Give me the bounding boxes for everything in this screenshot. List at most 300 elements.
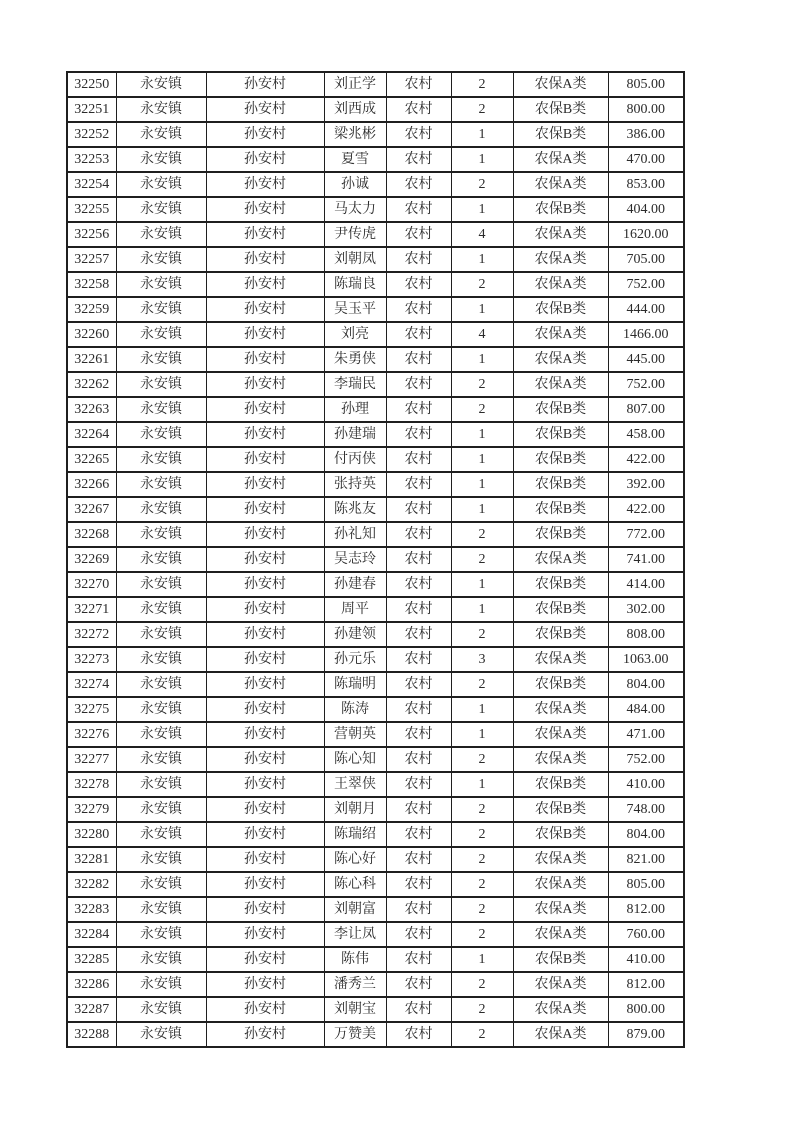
household-count-cell: 1 [451,297,513,322]
residence-type-cell: 农村 [386,772,451,797]
household-count-cell: 1 [451,122,513,147]
table-row [67,447,684,472]
residence-type-cell: 农村 [386,622,451,647]
residence-type-cell: 农村 [386,747,451,772]
village-cell: 孙安村 [206,222,324,247]
household-count-cell: 2 [451,622,513,647]
amount-cell: 392.00 [608,472,684,497]
serial-number-cell: 32288 [67,1022,116,1047]
town-cell: 永安镇 [116,622,206,647]
table-row [67,147,684,172]
insurance-category-cell: 农保B类 [513,122,608,147]
serial-number-cell: 32269 [67,547,116,572]
residence-type-cell: 农村 [386,322,451,347]
residence-type-cell: 农村 [386,347,451,372]
insurance-category-cell: 农保B类 [513,97,608,122]
village-cell: 孙安村 [206,722,324,747]
household-count-cell: 4 [451,222,513,247]
household-count-cell: 2 [451,547,513,572]
household-count-cell: 2 [451,822,513,847]
residence-type-cell: 农村 [386,222,451,247]
residence-type-cell: 农村 [386,697,451,722]
village-cell: 孙安村 [206,372,324,397]
household-count-cell: 2 [451,72,513,97]
household-count-cell: 1 [451,947,513,972]
residence-type-cell: 农村 [386,572,451,597]
residence-type-cell: 农村 [386,672,451,697]
town-cell: 永安镇 [116,172,206,197]
table-row [67,722,684,747]
person-name-cell: 王翠侠 [324,772,386,797]
amount-cell: 422.00 [608,497,684,522]
amount-cell: 804.00 [608,672,684,697]
household-count-cell: 1 [451,497,513,522]
insurance-category-cell: 农保A类 [513,247,608,272]
insurance-category-cell: 农保A类 [513,647,608,672]
town-cell: 永安镇 [116,972,206,997]
serial-number-cell: 32255 [67,197,116,222]
household-count-cell: 2 [451,972,513,997]
amount-cell: 821.00 [608,847,684,872]
household-count-cell: 4 [451,322,513,347]
benefit-table-body [67,72,684,1047]
household-count-cell: 1 [451,197,513,222]
insurance-category-cell: 农保A类 [513,697,608,722]
table-row [67,522,684,547]
village-cell: 孙安村 [206,247,324,272]
household-count-cell: 2 [451,272,513,297]
serial-number-cell: 32268 [67,522,116,547]
serial-number-cell: 32277 [67,747,116,772]
person-name-cell: 夏雪 [324,147,386,172]
insurance-category-cell: 农保B类 [513,472,608,497]
village-cell: 孙安村 [206,847,324,872]
person-name-cell: 孙礼知 [324,522,386,547]
town-cell: 永安镇 [116,947,206,972]
household-count-cell: 2 [451,397,513,422]
village-cell: 孙安村 [206,347,324,372]
serial-number-cell: 32279 [67,797,116,822]
serial-number-cell: 32283 [67,897,116,922]
insurance-category-cell: 农保A类 [513,972,608,997]
serial-number-cell: 32253 [67,147,116,172]
town-cell: 永安镇 [116,897,206,922]
table-row [67,672,684,697]
residence-type-cell: 农村 [386,297,451,322]
household-count-cell: 1 [451,472,513,497]
household-count-cell: 3 [451,647,513,672]
amount-cell: 458.00 [608,422,684,447]
village-cell: 孙安村 [206,122,324,147]
serial-number-cell: 32287 [67,997,116,1022]
town-cell: 永安镇 [116,397,206,422]
insurance-category-cell: 农保A类 [513,847,608,872]
benefit-table [66,71,685,1048]
village-cell: 孙安村 [206,697,324,722]
town-cell: 永安镇 [116,822,206,847]
serial-number-cell: 32275 [67,697,116,722]
serial-number-cell: 32258 [67,272,116,297]
person-name-cell: 吴志玲 [324,547,386,572]
village-cell: 孙安村 [206,472,324,497]
table-row [67,747,684,772]
serial-number-cell: 32284 [67,922,116,947]
insurance-category-cell: 农保A类 [513,147,608,172]
town-cell: 永安镇 [116,272,206,297]
household-count-cell: 2 [451,872,513,897]
person-name-cell: 潘秀兰 [324,972,386,997]
table-row [67,297,684,322]
insurance-category-cell: 农保B类 [513,772,608,797]
village-cell: 孙安村 [206,522,324,547]
town-cell: 永安镇 [116,572,206,597]
household-count-cell: 1 [451,247,513,272]
person-name-cell: 付丙侠 [324,447,386,472]
household-count-cell: 2 [451,997,513,1022]
table-row [67,872,684,897]
table-row [67,272,684,297]
village-cell: 孙安村 [206,572,324,597]
amount-cell: 386.00 [608,122,684,147]
amount-cell: 705.00 [608,247,684,272]
residence-type-cell: 农村 [386,197,451,222]
household-count-cell: 1 [451,447,513,472]
household-count-cell: 1 [451,147,513,172]
serial-number-cell: 32262 [67,372,116,397]
table-row [67,372,684,397]
residence-type-cell: 农村 [386,597,451,622]
residence-type-cell: 农村 [386,522,451,547]
amount-cell: 800.00 [608,97,684,122]
household-count-cell: 2 [451,1022,513,1047]
amount-cell: 302.00 [608,597,684,622]
serial-number-cell: 32286 [67,972,116,997]
table-row [67,497,684,522]
insurance-category-cell: 农保B类 [513,622,608,647]
town-cell: 永安镇 [116,697,206,722]
residence-type-cell: 农村 [386,72,451,97]
serial-number-cell: 32266 [67,472,116,497]
village-cell: 孙安村 [206,72,324,97]
insurance-category-cell: 农保B类 [513,672,608,697]
person-name-cell: 张持英 [324,472,386,497]
insurance-category-cell: 农保B类 [513,947,608,972]
village-cell: 孙安村 [206,647,324,672]
person-name-cell: 陈瑞绍 [324,822,386,847]
insurance-category-cell: 农保B类 [513,447,608,472]
household-count-cell: 2 [451,797,513,822]
person-name-cell: 刘西成 [324,97,386,122]
town-cell: 永安镇 [116,97,206,122]
village-cell: 孙安村 [206,597,324,622]
person-name-cell: 万赞美 [324,1022,386,1047]
residence-type-cell: 农村 [386,997,451,1022]
residence-type-cell: 农村 [386,122,451,147]
amount-cell: 879.00 [608,1022,684,1047]
serial-number-cell: 32265 [67,447,116,472]
person-name-cell: 孙理 [324,397,386,422]
table-row [67,997,684,1022]
insurance-category-cell: 农保B类 [513,822,608,847]
amount-cell: 800.00 [608,997,684,1022]
village-cell: 孙安村 [206,622,324,647]
serial-number-cell: 32271 [67,597,116,622]
residence-type-cell: 农村 [386,147,451,172]
person-name-cell: 周平 [324,597,386,622]
village-cell: 孙安村 [206,297,324,322]
household-count-cell: 2 [451,847,513,872]
household-count-cell: 2 [451,897,513,922]
residence-type-cell: 农村 [386,872,451,897]
town-cell: 永安镇 [116,197,206,222]
serial-number-cell: 32285 [67,947,116,972]
insurance-category-cell: 农保A类 [513,347,608,372]
person-name-cell: 孙诚 [324,172,386,197]
insurance-category-cell: 农保A类 [513,897,608,922]
amount-cell: 752.00 [608,747,684,772]
village-cell: 孙安村 [206,547,324,572]
insurance-category-cell: 农保A类 [513,997,608,1022]
serial-number-cell: 32251 [67,97,116,122]
village-cell: 孙安村 [206,897,324,922]
amount-cell: 741.00 [608,547,684,572]
serial-number-cell: 32254 [67,172,116,197]
amount-cell: 760.00 [608,922,684,947]
amount-cell: 805.00 [608,872,684,897]
serial-number-cell: 32274 [67,672,116,697]
amount-cell: 484.00 [608,697,684,722]
village-cell: 孙安村 [206,797,324,822]
town-cell: 永安镇 [116,522,206,547]
residence-type-cell: 农村 [386,547,451,572]
amount-cell: 444.00 [608,297,684,322]
town-cell: 永安镇 [116,472,206,497]
residence-type-cell: 农村 [386,922,451,947]
insurance-category-cell: 农保A类 [513,172,608,197]
benefit-table-container [66,71,685,1048]
person-name-cell: 刘朝月 [324,797,386,822]
person-name-cell: 孙元乐 [324,647,386,672]
serial-number-cell: 32281 [67,847,116,872]
insurance-category-cell: 农保A类 [513,922,608,947]
amount-cell: 808.00 [608,622,684,647]
table-row [67,122,684,147]
village-cell: 孙安村 [206,947,324,972]
residence-type-cell: 农村 [386,1022,451,1047]
table-row [67,622,684,647]
residence-type-cell: 农村 [386,247,451,272]
person-name-cell: 马太力 [324,197,386,222]
town-cell: 永安镇 [116,72,206,97]
town-cell: 永安镇 [116,547,206,572]
table-row [67,397,684,422]
household-count-cell: 1 [451,722,513,747]
insurance-category-cell: 农保B类 [513,422,608,447]
town-cell: 永安镇 [116,772,206,797]
table-row [67,772,684,797]
serial-number-cell: 32278 [67,772,116,797]
table-row [67,97,684,122]
person-name-cell: 刘朝宝 [324,997,386,1022]
household-count-cell: 2 [451,372,513,397]
amount-cell: 470.00 [608,147,684,172]
serial-number-cell: 32252 [67,122,116,147]
table-row [67,172,684,197]
village-cell: 孙安村 [206,322,324,347]
residence-type-cell: 农村 [386,397,451,422]
town-cell: 永安镇 [116,1022,206,1047]
town-cell: 永安镇 [116,447,206,472]
table-row [67,697,684,722]
serial-number-cell: 32272 [67,622,116,647]
amount-cell: 410.00 [608,772,684,797]
amount-cell: 404.00 [608,197,684,222]
residence-type-cell: 农村 [386,822,451,847]
town-cell: 永安镇 [116,647,206,672]
town-cell: 永安镇 [116,722,206,747]
village-cell: 孙安村 [206,447,324,472]
person-name-cell: 陈心知 [324,747,386,772]
table-row [67,322,684,347]
table-row [67,922,684,947]
table-row [67,422,684,447]
insurance-category-cell: 农保A类 [513,722,608,747]
residence-type-cell: 农村 [386,497,451,522]
amount-cell: 752.00 [608,272,684,297]
residence-type-cell: 农村 [386,97,451,122]
person-name-cell: 尹传虎 [324,222,386,247]
insurance-category-cell: 农保B类 [513,397,608,422]
amount-cell: 748.00 [608,797,684,822]
village-cell: 孙安村 [206,397,324,422]
table-row [67,247,684,272]
residence-type-cell: 农村 [386,897,451,922]
insurance-category-cell: 农保B类 [513,572,608,597]
household-count-cell: 1 [451,572,513,597]
insurance-category-cell: 农保B类 [513,597,608,622]
town-cell: 永安镇 [116,247,206,272]
amount-cell: 812.00 [608,897,684,922]
person-name-cell: 吴玉平 [324,297,386,322]
village-cell: 孙安村 [206,172,324,197]
table-row [67,972,684,997]
village-cell: 孙安村 [206,822,324,847]
insurance-category-cell: 农保B类 [513,797,608,822]
person-name-cell: 孙建瑞 [324,422,386,447]
town-cell: 永安镇 [116,347,206,372]
village-cell: 孙安村 [206,872,324,897]
insurance-category-cell: 农保A类 [513,222,608,247]
person-name-cell: 陈兆友 [324,497,386,522]
amount-cell: 471.00 [608,722,684,747]
insurance-category-cell: 农保A类 [513,372,608,397]
serial-number-cell: 32250 [67,72,116,97]
person-name-cell: 陈涛 [324,697,386,722]
household-count-cell: 1 [451,597,513,622]
village-cell: 孙安村 [206,1022,324,1047]
household-count-cell: 2 [451,172,513,197]
serial-number-cell: 32273 [67,647,116,672]
residence-type-cell: 农村 [386,847,451,872]
person-name-cell: 李瑞民 [324,372,386,397]
table-row [67,647,684,672]
residence-type-cell: 农村 [386,472,451,497]
household-count-cell: 2 [451,922,513,947]
residence-type-cell: 农村 [386,272,451,297]
insurance-category-cell: 农保A类 [513,547,608,572]
table-row [67,597,684,622]
insurance-category-cell: 农保B类 [513,522,608,547]
serial-number-cell: 32263 [67,397,116,422]
amount-cell: 1620.00 [608,222,684,247]
household-count-cell: 1 [451,422,513,447]
town-cell: 永安镇 [116,922,206,947]
person-name-cell: 刘正学 [324,72,386,97]
table-row [67,547,684,572]
person-name-cell: 梁兆彬 [324,122,386,147]
town-cell: 永安镇 [116,497,206,522]
table-row [67,72,684,97]
table-row [67,1022,684,1047]
household-count-cell: 1 [451,697,513,722]
town-cell: 永安镇 [116,222,206,247]
table-row [67,197,684,222]
serial-number-cell: 32260 [67,322,116,347]
person-name-cell: 陈瑞良 [324,272,386,297]
amount-cell: 853.00 [608,172,684,197]
person-name-cell: 陈瑞明 [324,672,386,697]
household-count-cell: 2 [451,522,513,547]
serial-number-cell: 32270 [67,572,116,597]
residence-type-cell: 农村 [386,722,451,747]
town-cell: 永安镇 [116,597,206,622]
serial-number-cell: 32259 [67,297,116,322]
town-cell: 永安镇 [116,997,206,1022]
town-cell: 永安镇 [116,672,206,697]
table-row [67,222,684,247]
town-cell: 永安镇 [116,297,206,322]
residence-type-cell: 农村 [386,372,451,397]
village-cell: 孙安村 [206,147,324,172]
town-cell: 永安镇 [116,872,206,897]
household-count-cell: 2 [451,97,513,122]
serial-number-cell: 32257 [67,247,116,272]
serial-number-cell: 32276 [67,722,116,747]
amount-cell: 410.00 [608,947,684,972]
amount-cell: 414.00 [608,572,684,597]
person-name-cell: 陈伟 [324,947,386,972]
table-row [67,797,684,822]
person-name-cell: 孙建春 [324,572,386,597]
table-row [67,472,684,497]
serial-number-cell: 32280 [67,822,116,847]
serial-number-cell: 32261 [67,347,116,372]
person-name-cell: 刘亮 [324,322,386,347]
person-name-cell: 朱勇侠 [324,347,386,372]
amount-cell: 805.00 [608,72,684,97]
residence-type-cell: 农村 [386,972,451,997]
town-cell: 永安镇 [116,847,206,872]
town-cell: 永安镇 [116,372,206,397]
person-name-cell: 刘朝富 [324,897,386,922]
serial-number-cell: 32264 [67,422,116,447]
insurance-category-cell: 农保A类 [513,1022,608,1047]
amount-cell: 804.00 [608,822,684,847]
table-row [67,847,684,872]
residence-type-cell: 农村 [386,797,451,822]
person-name-cell: 刘朝凤 [324,247,386,272]
town-cell: 永安镇 [116,322,206,347]
